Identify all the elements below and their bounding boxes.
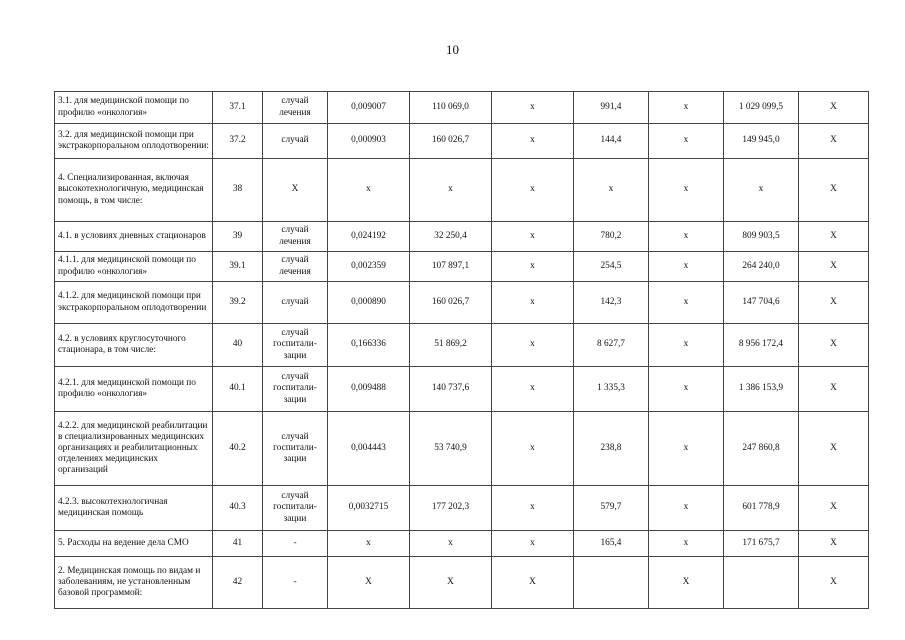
row-code-cell: 39.1 [213, 252, 263, 282]
row-unit-cell: случай лечения [263, 92, 328, 124]
table-row [55, 222, 869, 252]
col5-cell: x [410, 159, 492, 222]
col8-cell: x [649, 367, 724, 412]
row-unit-cell: случай госпитали-зации [263, 324, 328, 367]
row-code-cell: 37.1 [213, 92, 263, 124]
col8-cell: x [649, 92, 724, 124]
col4-cell: x [328, 531, 410, 557]
col8-cell: x [649, 252, 724, 282]
col9-cell [724, 557, 799, 609]
row-unit-cell: - [263, 557, 328, 609]
col4-cell: X [328, 557, 410, 609]
col6-cell: x [492, 531, 574, 557]
col10-cell: X [799, 324, 869, 367]
col9-cell: 264 240,0 [724, 252, 799, 282]
row-unit-cell: случай лечения [263, 252, 328, 282]
col9-cell: 149 945,0 [724, 124, 799, 159]
col6-cell: x [492, 252, 574, 282]
table-row [55, 92, 869, 124]
col4-cell: 0,0032715 [328, 486, 410, 531]
col8-cell: x [649, 412, 724, 486]
row-code-cell: 40 [213, 324, 263, 367]
row-unit-cell: случай госпитали-зации [263, 367, 328, 412]
col9-cell: 171 675,7 [724, 531, 799, 557]
col8-cell: x [649, 531, 724, 557]
col4-cell: 0,009007 [328, 92, 410, 124]
col7-cell: 780,2 [574, 222, 649, 252]
col9-cell: 8 956 172,4 [724, 324, 799, 367]
col5-cell: 32 250,4 [410, 222, 492, 252]
col9-cell: 147 704,6 [724, 282, 799, 324]
row-name-cell: 5. Расходы на ведение дела СМО [55, 531, 213, 557]
col5-cell: 177 202,3 [410, 486, 492, 531]
table-row [55, 124, 869, 159]
row-unit-cell: X [263, 159, 328, 222]
table-row [55, 557, 869, 609]
col9-cell: 1 029 099,5 [724, 92, 799, 124]
table-row [55, 159, 869, 222]
table-row [55, 531, 869, 557]
col4-cell: 0,000890 [328, 282, 410, 324]
row-name-cell: 4.1.1. для медицинской помощи по профилю «онкология» [55, 252, 213, 282]
row-unit-cell: случай госпитали-зации [263, 486, 328, 531]
col10-cell: X [799, 159, 869, 222]
col4-cell: 0,009488 [328, 367, 410, 412]
col7-cell: 1 335,3 [574, 367, 649, 412]
col10-cell: X [799, 282, 869, 324]
col6-cell: x [492, 486, 574, 531]
col8-cell: X [649, 557, 724, 609]
col4-cell: 0,002359 [328, 252, 410, 282]
row-name-cell: 4. Специализированная, включая высокотехнологичную, медицинская помощь, в том числе: [55, 159, 213, 222]
col9-cell: 247 860,8 [724, 412, 799, 486]
col4-cell: 0,000903 [328, 124, 410, 159]
col10-cell: X [799, 124, 869, 159]
row-unit-cell: случай [263, 282, 328, 324]
col10-cell: X [799, 412, 869, 486]
col5-cell: 160 026,7 [410, 124, 492, 159]
row-code-cell: 37.2 [213, 124, 263, 159]
col9-cell: 601 778,9 [724, 486, 799, 531]
col6-cell: x [492, 124, 574, 159]
row-name-cell: 4.2.3. высокотехнологичная медицинская помощь [55, 486, 213, 531]
col4-cell: x [328, 159, 410, 222]
col10-cell: X [799, 486, 869, 531]
col6-cell: x [492, 92, 574, 124]
col9-cell: 1 386 153,9 [724, 367, 799, 412]
row-code-cell: 38 [213, 159, 263, 222]
col4-cell: 0,024192 [328, 222, 410, 252]
col8-cell: x [649, 222, 724, 252]
col4-cell: 0,004443 [328, 412, 410, 486]
table-row [55, 324, 869, 367]
table-row [55, 367, 869, 412]
row-code-cell: 40.3 [213, 486, 263, 531]
col10-cell: X [799, 367, 869, 412]
page-number: 10 [446, 42, 459, 57]
row-code-cell: 40.1 [213, 367, 263, 412]
col5-cell: 160 026,7 [410, 282, 492, 324]
row-name-cell: 4.1.2. для медицинской помощи при экстракорпоральном оплодотворении [55, 282, 213, 324]
col5-cell: 140 737,6 [410, 367, 492, 412]
table-row [55, 252, 869, 282]
col5-cell: X [410, 557, 492, 609]
col8-cell: x [649, 159, 724, 222]
row-code-cell: 40.2 [213, 412, 263, 486]
row-code-cell: 39.2 [213, 282, 263, 324]
col10-cell: X [799, 252, 869, 282]
row-unit-cell: случай [263, 124, 328, 159]
col6-cell: x [492, 367, 574, 412]
col8-cell: x [649, 486, 724, 531]
col7-cell: 991,4 [574, 92, 649, 124]
col7-cell [574, 557, 649, 609]
row-name-cell: 4.2.2. для медицинской реабилитации в специализированных медицинских организациях и реабилитационных отделениях медицинских организаций [55, 412, 213, 486]
col7-cell: 254,5 [574, 252, 649, 282]
col10-cell: X [799, 92, 869, 124]
col6-cell: x [492, 222, 574, 252]
col5-cell: 53 740,9 [410, 412, 492, 486]
table-row [55, 282, 869, 324]
col7-cell: x [574, 159, 649, 222]
col8-cell: x [649, 324, 724, 367]
row-name-cell: 2. Медицинская помощь по видам и заболеваниям, не установленным базовой программой: [55, 557, 213, 609]
row-name-cell: 3.2. для медицинской помощи при экстракорпоральном оплодотворении: [55, 124, 213, 159]
row-unit-cell: случай госпитали-зации [263, 412, 328, 486]
col8-cell: x [649, 282, 724, 324]
col5-cell: 107 897,1 [410, 252, 492, 282]
row-name-cell: 4.2. в условиях круглосуточного стационара, в том числе: [55, 324, 213, 367]
col9-cell: x [724, 159, 799, 222]
row-code-cell: 39 [213, 222, 263, 252]
col7-cell: 238,8 [574, 412, 649, 486]
row-name-cell: 3.1. для медицинской помощи по профилю «онкология» [55, 92, 213, 124]
col6-cell: x [492, 159, 574, 222]
col6-cell: x [492, 282, 574, 324]
col10-cell: X [799, 222, 869, 252]
col7-cell: 144,4 [574, 124, 649, 159]
col6-cell: x [492, 324, 574, 367]
table-row [55, 412, 869, 486]
data-table [54, 91, 869, 609]
col7-cell: 579,7 [574, 486, 649, 531]
col6-cell: X [492, 557, 574, 609]
col9-cell: 809 903,5 [724, 222, 799, 252]
col4-cell: 0,166336 [328, 324, 410, 367]
row-code-cell: 41 [213, 531, 263, 557]
row-unit-cell: - [263, 531, 328, 557]
col5-cell: 51 869,2 [410, 324, 492, 367]
col10-cell: X [799, 531, 869, 557]
col10-cell: X [799, 557, 869, 609]
col7-cell: 165,4 [574, 531, 649, 557]
col8-cell: x [649, 124, 724, 159]
col7-cell: 8 627,7 [574, 324, 649, 367]
row-name-cell: 4.2.1. для медицинской помощи по профилю «онкология» [55, 367, 213, 412]
col5-cell: 110 069,0 [410, 92, 492, 124]
row-name-cell: 4.1. в условиях дневных стационаров [55, 222, 213, 252]
row-unit-cell: случай лечения [263, 222, 328, 252]
col6-cell: x [492, 412, 574, 486]
row-code-cell: 42 [213, 557, 263, 609]
table-row [55, 486, 869, 531]
col7-cell: 142,3 [574, 282, 649, 324]
col5-cell: x [410, 531, 492, 557]
